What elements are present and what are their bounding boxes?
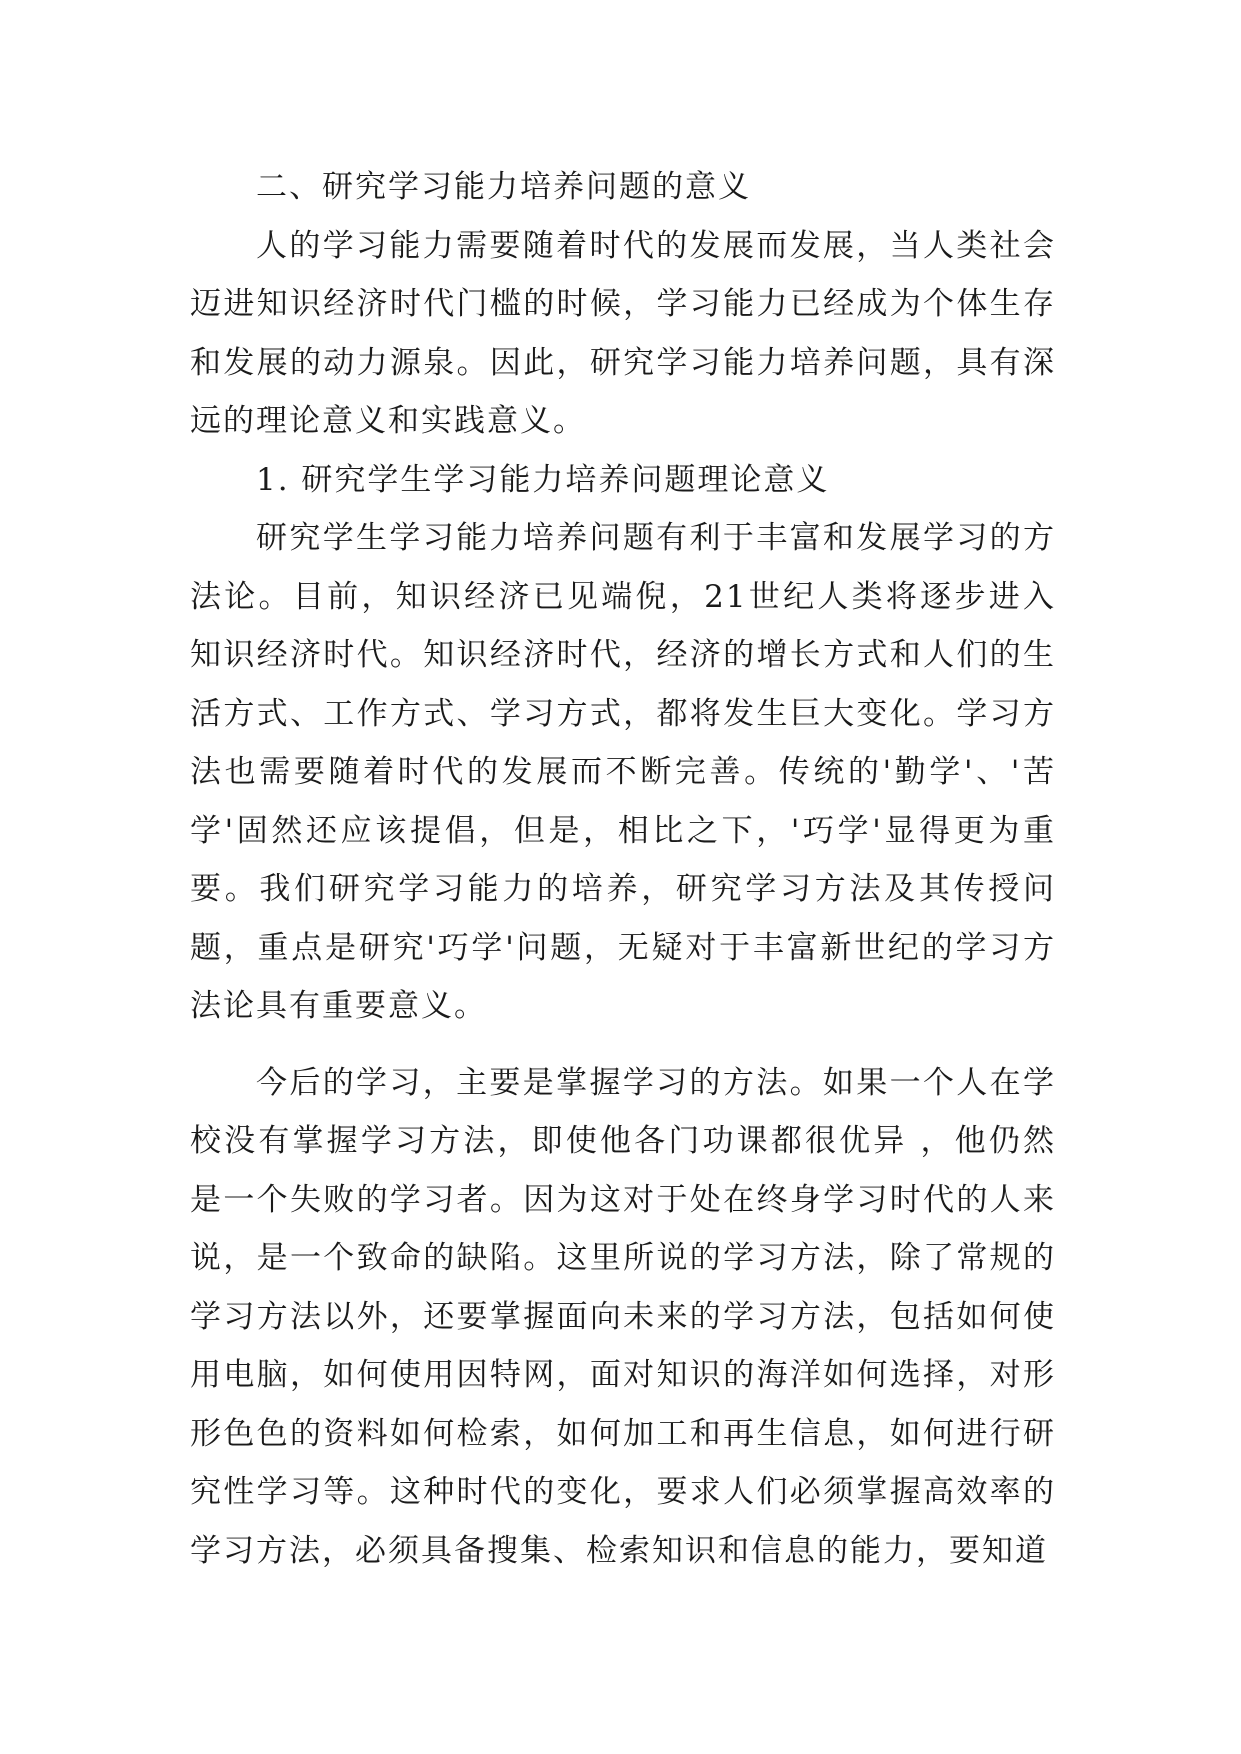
document-body	[190, 158, 1056, 1580]
paragraph-learning-methods: 今后的学习，主要是掌握学习的方法。如果一个人在学校没有掌握学习方法，即使他各门功课都很优异 ，他仍然是一个失败的学习者。因为这对于处在终身学习时代的人来说，是一个致命的缺陷。这里所说的学习方法，除了常规的学习方法以外，还要掌握面向未来的学习方法，包括如何使用电脑，如何使用因特网，面对知识的海洋如何选择，对形形色色的资料如何检索，如何加工和再生信息，如何进行研究性学习等。这种时代的变化，要求人们必须掌握高效率的学习方法，必须具备搜集、检索知识和信息的能力，要知道	[190, 1064, 1056, 1569]
paragraph-methodology: 研究学生学习能力培养问题有利于丰富和发展学习的方法论。目前，知识经济已见端倪，21世纪人类将逐步进入知识经济时代。知识经济时代，经济的增长方式和人们的生活方式、工作方式、学习方式，都将发生巨大变化。学习方法也需要随着时代的发展而不断完善。传统的'勤学'、'苦学'固然还应该提倡，但是，相比之下，'巧学'显得更为重要。我们研究学习能力的培养，研究学习方法及其传授问题，重点是研究'巧学'问题，无疑对于丰富新世纪的学习方法论具有重要意义。	[190, 520, 1056, 1024]
subheading-theoretical-significance: 1. 研究学生学习能力培养问题理论意义	[256, 461, 830, 498]
section-heading: 二、研究学习能力培养问题的意义	[256, 169, 751, 205]
intro-paragraph: 人的学习能力需要随着时代的发展而发展，当人类社会迈进知识经济时代门槛的时候，学习能力已经成为个体生存和发展的动力源泉。因此，研究学习能力培养问题，具有深远的理论意义和实践意义。	[190, 227, 1056, 439]
